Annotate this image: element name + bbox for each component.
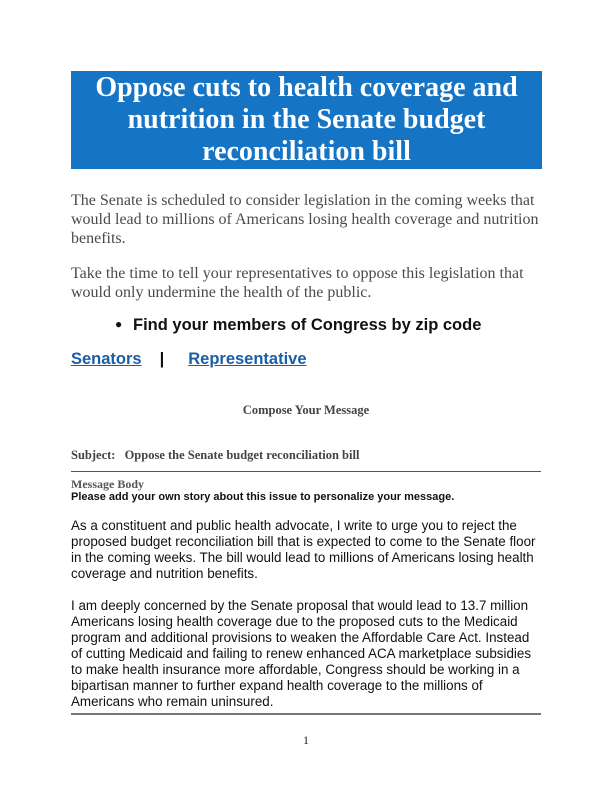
- find-members-text: Find your members of Congress by zip code: [133, 316, 482, 334]
- compose-heading: Compose Your Message: [242, 403, 370, 417]
- message-paragraph-1: As a constituent and public health advocate, I write to urge you to reject the proposed budget reconciliation bill that is expected to come to the Senate floor in the coming weeks. The bill would lead to millions of Americans losing health coverage and nutrition benefits.: [71, 518, 536, 581]
- subject-field[interactable]: [71, 448, 541, 472]
- message-body-label: Message Body: [71, 477, 144, 491]
- page-title: Oppose cuts to health coverage and nutrition in the Senate budget reconciliation bill: [95, 72, 518, 167]
- message-paragraph-2: I am deeply concerned by the Senate proposal that would lead to 13.7 million Americans losing health coverage due to the proposed cuts to the Medicaid program and additional provisions to weaken the Affordable Care Act. Instead of cutting Medicaid and failing to renew enhanced ACA marketplace subsidies to make health insurance more affordable, Congress should be working in a bipartisan manner to further expand health coverage to the millions of Americans who remain uninsured.: [71, 598, 532, 709]
- intro-paragraph-1: The Senate is scheduled to consider legislation in the coming weeks that would lead to millions of Americans losing health coverage and nutrition benefits.: [71, 192, 539, 247]
- senators-link[interactable]: Senators: [71, 350, 142, 368]
- intro-paragraph-2: Take the time to tell your representatives to oppose this legislation that would only undermine the health of the public.: [71, 265, 524, 301]
- title-banner: [71, 71, 542, 169]
- link-separator: |: [159, 350, 165, 368]
- subject-value: Oppose the Senate budget reconciliation bill: [124, 448, 360, 462]
- congress-links: [71, 350, 307, 369]
- message-body-field[interactable]: [71, 518, 541, 715]
- personalize-instruction: Please add your own story about this issue to personalize your message.: [71, 491, 455, 503]
- subject-label: Subject:: [71, 448, 116, 462]
- representative-link[interactable]: Representative: [188, 350, 307, 368]
- bullet-dot-icon: ●: [115, 317, 123, 331]
- page-number: 1: [303, 733, 309, 747]
- find-members-bullet: [115, 316, 481, 335]
